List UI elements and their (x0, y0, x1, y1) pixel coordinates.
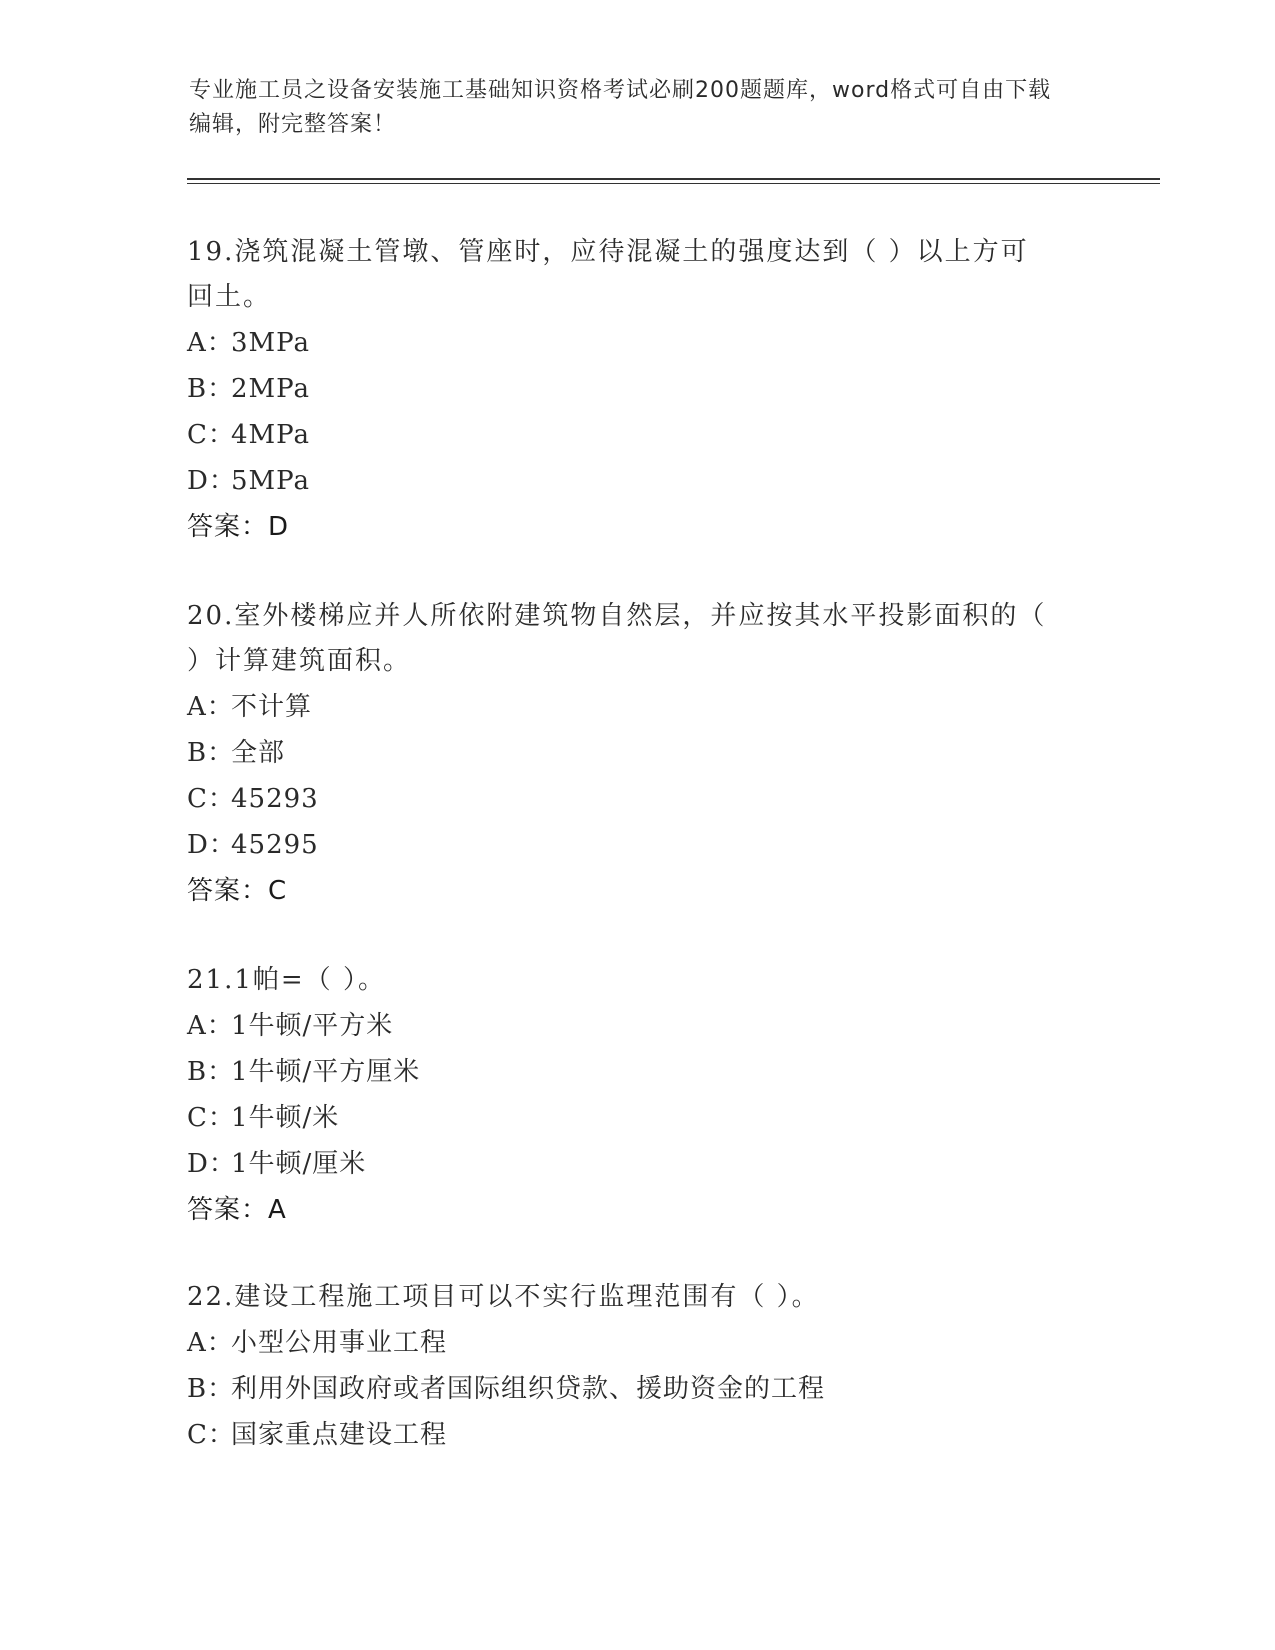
answer-text: 答案：C (187, 876, 288, 906)
option-text: 1牛顿/平方厘米 (231, 1057, 421, 1087)
option-text: 4MPa (231, 420, 310, 450)
question-stem: 22.建设工程施工项目可以不实行监理范围有（ ）。 (187, 1282, 820, 1312)
option-a (187, 1003, 1087, 1049)
option-d (187, 822, 1087, 868)
option-text: 小型公用事业工程 (231, 1328, 448, 1358)
header-divider-thin (187, 183, 1160, 184)
question-19 (187, 230, 1087, 550)
option-label: D： (187, 1149, 236, 1179)
option-b (187, 1366, 1087, 1412)
option-label: B： (187, 738, 235, 768)
option-text: 45293 (231, 784, 319, 814)
option-label: B： (187, 1374, 235, 1404)
option-d (187, 1141, 1087, 1187)
option-text: 5MPa (231, 466, 310, 496)
question-stem: 20.室外楼梯应并人所依附建筑物自然层，并应按其水平投影面积的（ ）计算建筑面积。 (187, 601, 1047, 676)
option-label: A： (187, 1328, 234, 1358)
answer-text: 答案：D (187, 512, 290, 542)
option-b (187, 366, 1087, 412)
option-a (187, 1320, 1087, 1366)
option-label: B： (187, 374, 235, 404)
option-text: 利用外国政府或者国际组织贷款、援助资金的工程 (231, 1374, 826, 1404)
option-text: 1牛顿/平方米 (231, 1011, 394, 1041)
option-text: 1牛顿/厘米 (231, 1149, 367, 1179)
document-header: 专业施工员之设备安装施工基础知识资格考试必刷200题题库，word格式可自由下载编辑，附完整答案！ (189, 78, 1052, 137)
option-label: C： (187, 1103, 235, 1133)
option-label: B： (187, 1057, 235, 1087)
option-text: 3MPa (231, 328, 310, 358)
option-text: 45295 (231, 830, 319, 860)
option-text: 国家重点建设工程 (231, 1420, 448, 1450)
question-22 (187, 1275, 1087, 1458)
option-label: A： (187, 1011, 234, 1041)
option-label: C： (187, 1420, 235, 1450)
question-stem: 21.1帕=（ ）。 (187, 965, 386, 995)
header-divider (187, 178, 1160, 180)
option-b (187, 1049, 1087, 1095)
option-c (187, 1095, 1087, 1141)
question-20 (187, 594, 1087, 914)
option-a (187, 684, 1087, 730)
option-b (187, 730, 1087, 776)
option-d (187, 458, 1087, 504)
question-stem: 19.浇筑混凝土管墩、管座时，应待混凝土的强度达到（ ）以上方可回土。 (187, 237, 1029, 312)
option-label: C： (187, 420, 235, 450)
option-text: 不计算 (231, 692, 313, 722)
option-label: D： (187, 830, 236, 860)
option-c (187, 1412, 1087, 1458)
answer-text: 答案：A (187, 1195, 287, 1225)
option-label: A： (187, 328, 234, 358)
option-label: A： (187, 692, 234, 722)
option-text: 1牛顿/米 (231, 1103, 340, 1133)
option-c (187, 776, 1087, 822)
option-text: 2MPa (231, 374, 310, 404)
question-21 (187, 958, 1087, 1233)
option-label: D： (187, 466, 236, 496)
option-label: C： (187, 784, 235, 814)
option-text: 全部 (231, 738, 286, 768)
option-a (187, 320, 1087, 366)
option-c (187, 412, 1087, 458)
